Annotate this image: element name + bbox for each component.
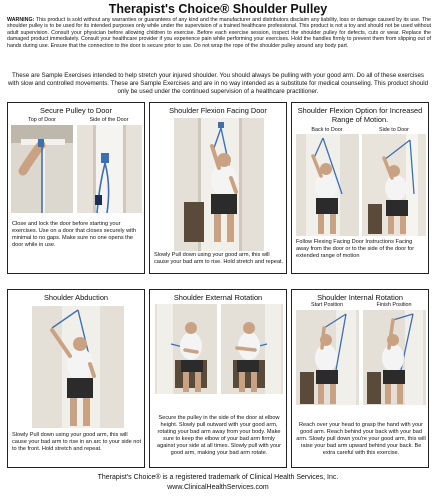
panel-flexion-option: [291, 102, 429, 274]
panel-external-rotation: [149, 289, 287, 468]
photo-external-rotation-start: [155, 304, 217, 394]
photo-internal-rotation-finish: [363, 310, 426, 405]
photo-caption-side-to-door: Side to Door: [379, 127, 409, 133]
panel-title: Secure Pulley to Door: [40, 106, 112, 115]
photo-side-to-door: [362, 134, 426, 236]
panel-title: Shoulder External Rotation: [173, 293, 263, 302]
panel-description: Reach over your head to grasp the hand with your good arm. Reach behind your back with your bad arm. Slowly pull down you're your good arm, this will raise your bad arm upward behind your back. Be extra careful with this exercise.: [296, 422, 426, 456]
warning-text: [7, 17, 431, 49]
website-link[interactable]: www.ClinicalHealthServices.com: [167, 484, 269, 491]
photo-external-rotation-finish: [221, 304, 283, 394]
panel-description: Follow Flexing Facing Door Instructions Facing away from the door or to the side of the door for extended range of motion: [296, 239, 415, 259]
photo-shoulder-abduction: [32, 306, 124, 428]
panel-internal-rotation: [291, 289, 429, 468]
page-title: Therapist's Choice® Shoulder Pulley: [108, 2, 328, 16]
panel-shoulder-abduction: [7, 289, 145, 468]
photo-side-of-door: [77, 125, 142, 213]
panel-description: Close and lock the door before starting your exercises. Use on a door that closes securely with minimal to no gaps. Make sure no one opens the door while in use.: [12, 221, 137, 248]
photo-caption-start-position: Start Position: [310, 302, 344, 308]
panel-secure-pulley: [7, 102, 145, 274]
intro-text: These are Sample Exercises intended to help stretch your injured shoulder. You should always be pulling with your good arm. Do all of these exercises with slow and controlled movements. These are Sample Exercises and are in no way intended as a substitute for medical counseling. This product should only be used under the continued supervision of a healthcare practitioner.: [7, 72, 429, 95]
panel-flexion-facing-door: [149, 102, 287, 274]
photo-internal-rotation-start: [296, 310, 359, 405]
panel-title: Shoulder Flexion Option for Increased Range of Motion.: [297, 106, 423, 124]
warning-body: This product is sold without any warranties or guarantees of any kind and the manufacturer and distributors disclaim any liability, loss or damage caused by its use. The shoulder pulley is to be used for its intended purposes only while under the supervision of a trained healthcare professional. This product is not a toy and should not be used without adult supervision. Consult your physician before allowing children to exercise. Before each exercise session, inspect the shoulder pulley for defects, cuts or wear. Replace the damaged product immediately. Consult your healthcare provider if you experience pain while performing your exercises. Hold the handles firmly to prevent them from slipping out of hands during use. Ensure that the connection to the door is secure prior to use. Do not wrap the rope of the shoulder pulley around any body part.: [7, 17, 431, 49]
photo-caption-finish-position: Finish Position: [376, 302, 412, 308]
panel-description: Secure the pulley in the side of the door at elbow height. Slowly pull outward with your good arm, rotating your bad arm away from your body. Make sure to keep the elbow of your bad arm firmly against your side at all times. Slowly pull with your good arm, making your bad arm rotate.: [156, 415, 282, 456]
photo-caption-side-of-door: Side of the Door: [89, 117, 129, 123]
photo-flexion-facing-door: [174, 118, 264, 251]
panel-title: Shoulder Internal Rotation: [317, 293, 403, 302]
warning-label: WARNING:: [7, 17, 35, 23]
panel-title: Shoulder Flexion Facing Door: [169, 106, 267, 115]
photo-top-of-door: [11, 125, 73, 213]
photo-caption-top-of-door: Top of Door: [28, 117, 56, 123]
photo-back-to-door: [296, 134, 359, 236]
trademark-notice: Therapist's Choice® is a registered trademark of Clinical Health Services, Inc.: [97, 474, 339, 481]
panel-description: Slowly Pull down using your good arm, this will cause your bad arm to rise in an arc to your side not to the front. Hold stretch and repeat.: [12, 432, 142, 452]
photo-caption-back-to-door: Back to Door: [311, 127, 343, 133]
panel-title: Shoulder Abduction: [43, 293, 109, 302]
panel-description: Slowly Pull down using your good arm, this will cause your bad arm to rise. Hold stretch and repeat.: [154, 252, 284, 265]
